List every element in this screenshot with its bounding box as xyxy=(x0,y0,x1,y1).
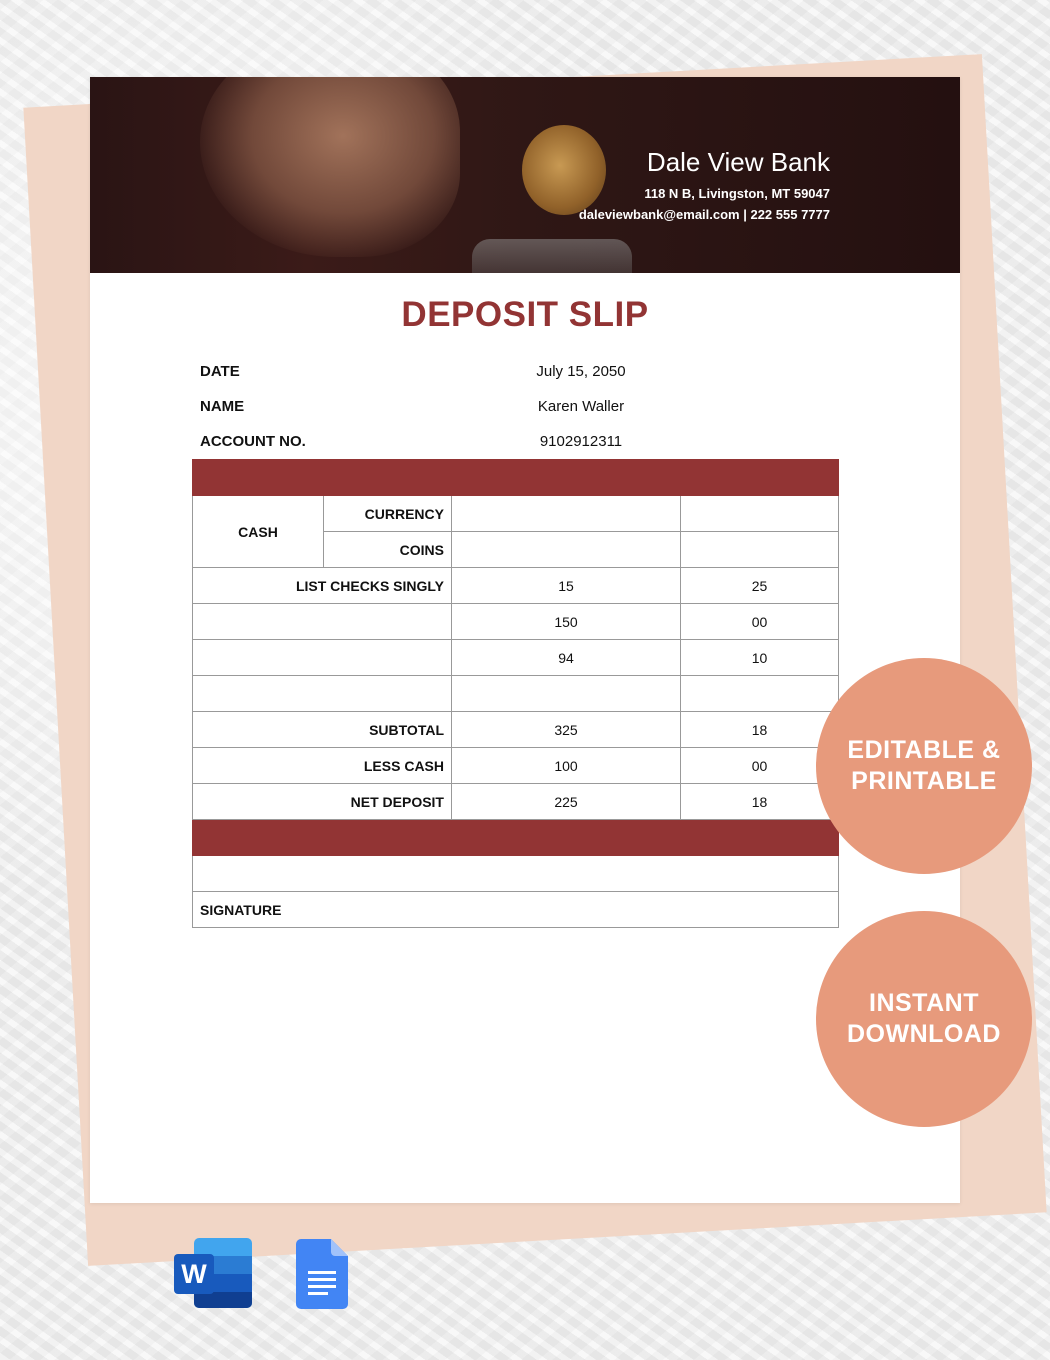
less-cash-label: LESS CASH xyxy=(193,748,452,784)
check-1-cents[interactable]: 25 xyxy=(681,568,839,604)
less-cash-dollars[interactable]: 100 xyxy=(452,748,681,784)
table-row xyxy=(193,640,839,676)
subtotal-cents[interactable]: 18 xyxy=(681,712,839,748)
page-title: DEPOSIT SLIP xyxy=(401,295,649,334)
name-label: NAME xyxy=(200,398,245,415)
checks-label: LIST CHECKS SINGLY xyxy=(193,568,452,604)
subtotal-dollars[interactable]: 325 xyxy=(452,712,681,748)
empty-cents-cell[interactable] xyxy=(681,676,839,712)
table-row xyxy=(193,892,839,928)
date-value[interactable]: July 15, 2050 xyxy=(536,363,626,380)
word-icon-letter: W xyxy=(181,1259,207,1289)
google-docs-icon[interactable] xyxy=(296,1239,348,1309)
check-3-cents[interactable]: 10 xyxy=(681,640,839,676)
account-value[interactable]: 9102912311 xyxy=(539,433,623,450)
net-deposit-cents[interactable]: 18 xyxy=(681,784,839,820)
check-2-label-cell xyxy=(193,604,452,640)
coins-cents-cell[interactable] xyxy=(681,532,839,568)
table-row xyxy=(193,784,839,820)
word-icon[interactable] xyxy=(172,1238,254,1310)
footer-bar-cell xyxy=(193,820,839,856)
coin-photo xyxy=(522,125,606,215)
net-deposit-label: NET DEPOSIT xyxy=(193,784,452,820)
check-2-dollars[interactable]: 150 xyxy=(452,604,681,640)
date-label: DATE xyxy=(200,363,240,380)
table-row xyxy=(193,856,839,892)
table-footer-bar xyxy=(193,820,839,856)
table-header-bar xyxy=(193,460,839,496)
table-row xyxy=(193,568,839,604)
table-row xyxy=(193,712,839,748)
signature-label[interactable]: SIGNATURE xyxy=(193,892,839,928)
check-1-dollars[interactable]: 15 xyxy=(452,568,681,604)
bank-contact: daleviewbank@email.com | 222 555 7777 xyxy=(578,207,830,222)
bank-name: Dale View Bank xyxy=(646,147,830,177)
check-3-label-cell xyxy=(193,640,452,676)
instant-download-badge xyxy=(816,911,1032,1127)
bank-address: 118 N B, Livingston, MT 59047 xyxy=(644,186,830,201)
currency-dollars-cell[interactable] xyxy=(452,496,681,532)
cash-label: CASH xyxy=(193,496,324,568)
empty-dollars-cell[interactable] xyxy=(452,676,681,712)
hand-photo xyxy=(200,77,460,257)
currency-cents-cell[interactable] xyxy=(681,496,839,532)
deposit-table xyxy=(192,459,839,928)
editable-printable-badge xyxy=(816,658,1032,874)
badge-line: PRINTABLE xyxy=(851,767,997,795)
check-3-dollars[interactable]: 94 xyxy=(452,640,681,676)
blank-row-cell[interactable] xyxy=(193,856,839,892)
coins-dollars-cell[interactable] xyxy=(452,532,681,568)
net-deposit-dollars[interactable]: 225 xyxy=(452,784,681,820)
table-row xyxy=(193,748,839,784)
header-bar-cell xyxy=(193,460,839,496)
empty-label-cell xyxy=(193,676,452,712)
account-label: ACCOUNT NO. xyxy=(200,433,306,450)
subtotal-label: SUBTOTAL xyxy=(193,712,452,748)
badge-line: EDITABLE & xyxy=(847,736,1001,764)
badge-line: DOWNLOAD xyxy=(847,1020,1001,1048)
table-row xyxy=(193,676,839,712)
table-row xyxy=(193,604,839,640)
badge-line: INSTANT xyxy=(869,989,979,1017)
header-banner xyxy=(90,77,960,273)
check-2-cents[interactable]: 00 xyxy=(681,604,839,640)
jar-photo xyxy=(472,239,632,273)
currency-label: CURRENCY xyxy=(324,496,452,532)
name-value[interactable]: Karen Waller xyxy=(537,398,625,415)
coins-label: COINS xyxy=(324,532,452,568)
less-cash-cents[interactable]: 00 xyxy=(681,748,839,784)
table-row xyxy=(193,496,839,532)
